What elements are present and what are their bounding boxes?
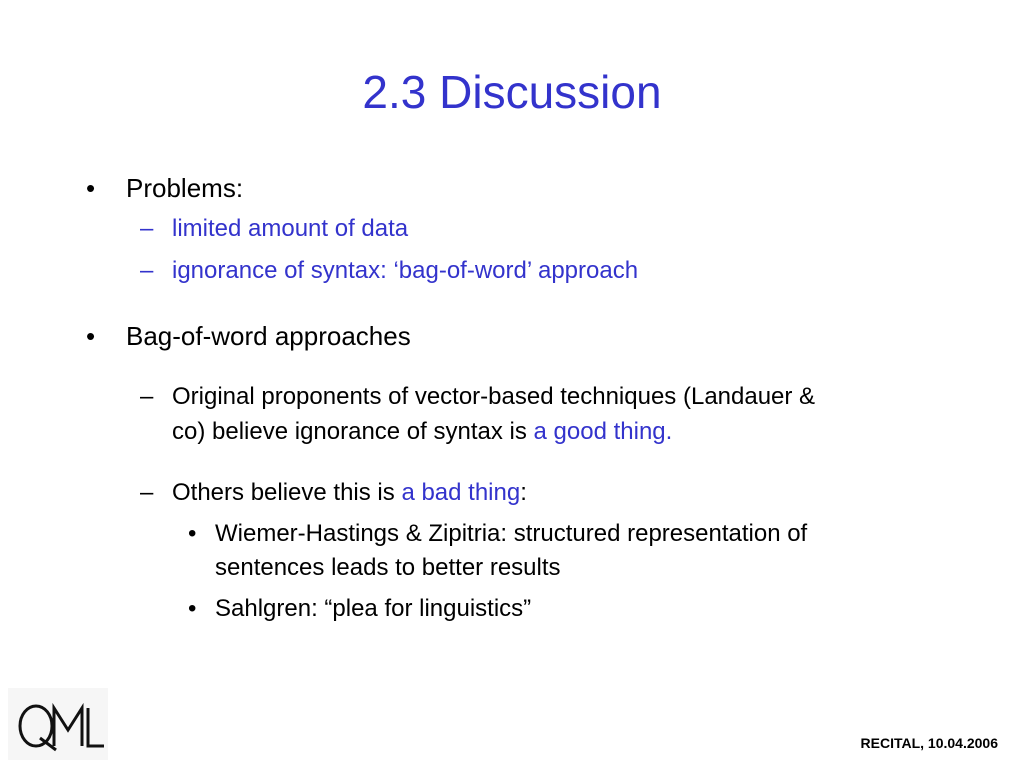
bad-thing-highlight: a bad thing bbox=[401, 479, 521, 506]
others-believe-colon: : bbox=[520, 479, 527, 506]
bullet-marker: • bbox=[188, 595, 197, 622]
bullet-marker: • bbox=[188, 520, 197, 547]
wiemer-hastings-line2: sentences leads to better results bbox=[215, 554, 561, 581]
dash-marker: – bbox=[140, 479, 154, 506]
original-proponents-line1: Original proponents of vector-based techniques (Landauer & bbox=[172, 383, 816, 410]
original-proponents-text: co) believe ignorance of syntax is bbox=[172, 418, 534, 445]
bag-of-word-heading: Bag-of-word approaches bbox=[126, 321, 411, 351]
problems-heading: Problems: bbox=[126, 173, 244, 203]
dash-marker: – bbox=[140, 257, 154, 284]
wiemer-hastings-line1: Wiemer-Hastings & Zipitria: structured representation of bbox=[215, 520, 808, 547]
others-believe-text: Others believe this is bbox=[172, 479, 402, 506]
slide-title: 2.3 Discussion bbox=[362, 66, 662, 118]
problem-item-syntax: ignorance of syntax: ‘bag-of-word’ approach bbox=[172, 257, 639, 284]
qml-logo bbox=[8, 688, 108, 760]
good-thing-highlight: a good thing. bbox=[533, 418, 673, 445]
problem-item-data: limited amount of data bbox=[172, 215, 409, 242]
bullet-marker: • bbox=[86, 321, 96, 351]
footer-text: RECITAL, 10.04.2006 bbox=[860, 735, 998, 751]
dash-marker: – bbox=[140, 215, 154, 242]
dash-marker: – bbox=[140, 383, 154, 410]
bullet-marker: • bbox=[86, 173, 96, 203]
original-proponents-line2 bbox=[172, 415, 672, 449]
others-believe-line bbox=[172, 476, 527, 510]
sahlgren-item: Sahlgren: “plea for linguistics” bbox=[215, 595, 532, 622]
